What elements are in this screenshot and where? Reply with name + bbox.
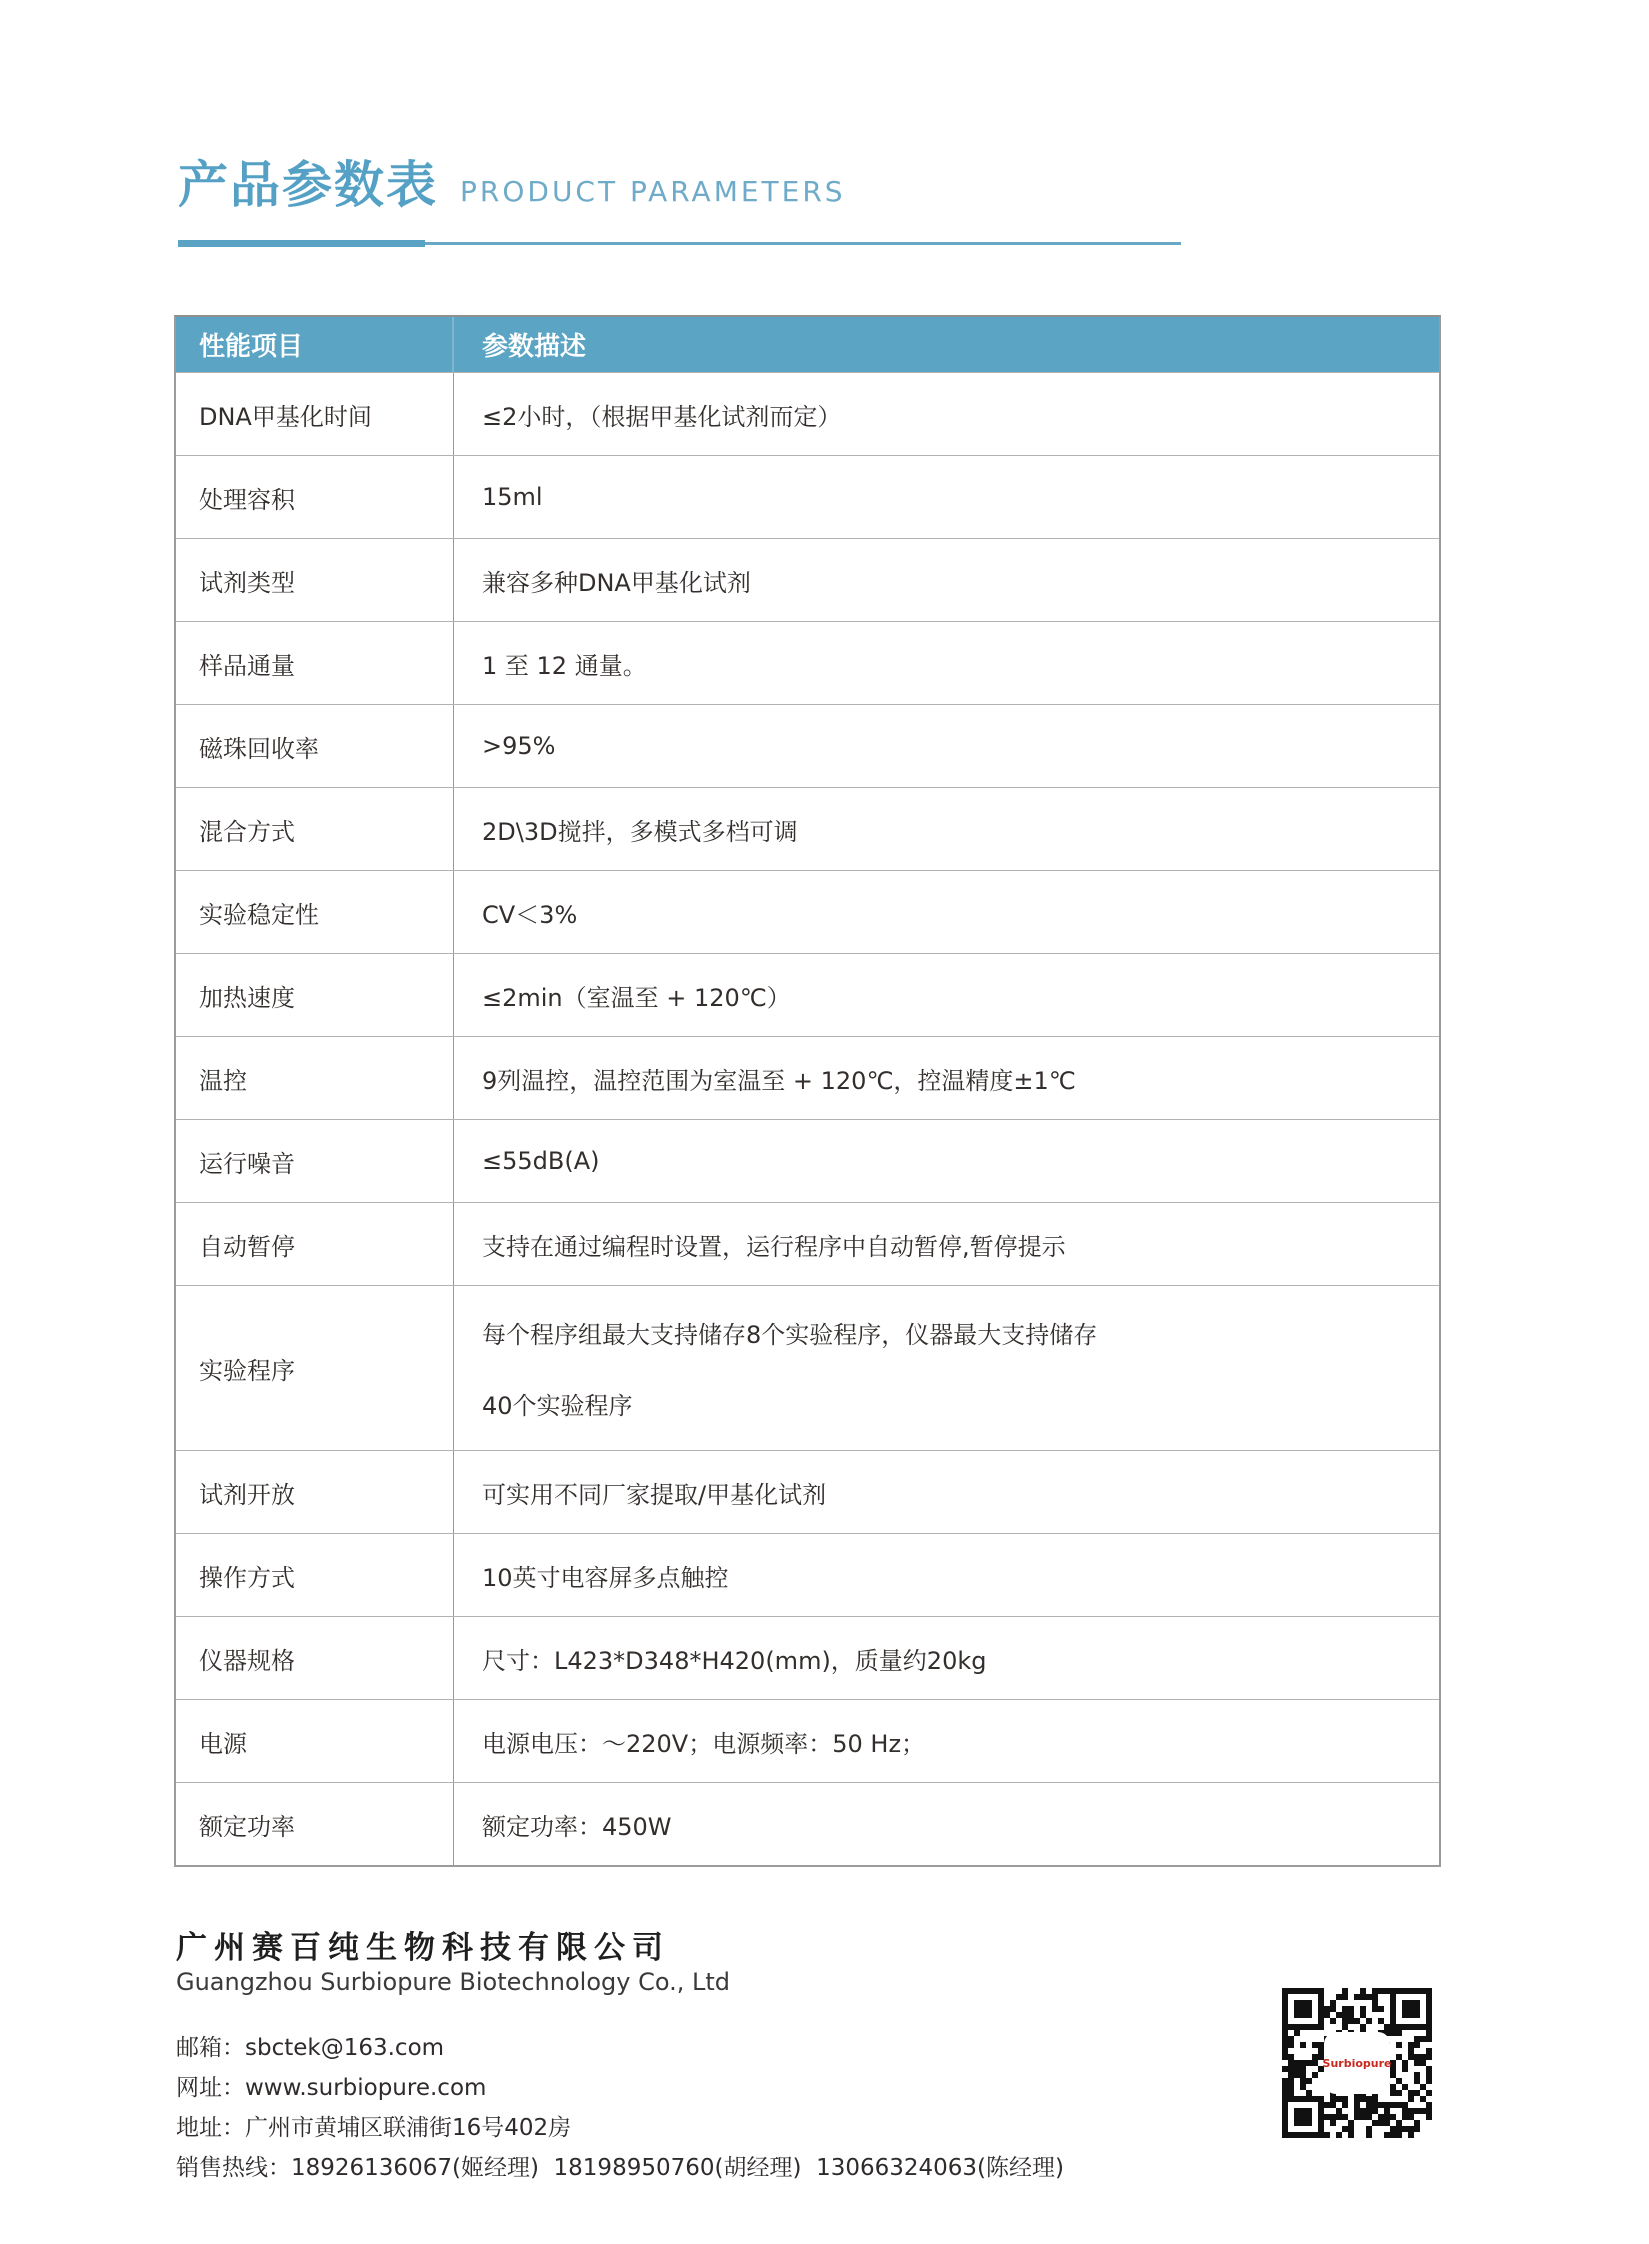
row-label: 额定功率 bbox=[176, 1783, 454, 1865]
row-value: CV＜3% bbox=[482, 900, 578, 929]
qr-code bbox=[1282, 1988, 1432, 2138]
header-cell-performance-item: 性能项目 bbox=[176, 317, 454, 372]
table-row bbox=[176, 621, 1439, 704]
row-value: 15ml bbox=[482, 483, 543, 511]
table-row bbox=[176, 538, 1439, 621]
row-label: 温控 bbox=[176, 1037, 454, 1119]
contact-line-address: 地址：广州市黄埔区联浦街16号402房 bbox=[176, 2115, 572, 2141]
row-value: 1 至 12 通量。 bbox=[482, 651, 647, 680]
row-value: 电源电压：～220V；电源频率：50 Hz； bbox=[482, 1729, 926, 1758]
qr-finder-top-left bbox=[1282, 1988, 1324, 2030]
row-label: 处理容积 bbox=[176, 456, 454, 538]
qr-center-logo-text: Surbiopure bbox=[1322, 2056, 1392, 2070]
company-name-english: Guangzhou Surbiopure Biotechnology Co., Ltd bbox=[176, 1968, 731, 1996]
page-title-english: PRODUCT PARAMETERS bbox=[460, 175, 846, 208]
row-label: 混合方式 bbox=[176, 788, 454, 870]
table-row bbox=[176, 1036, 1439, 1119]
row-label: 运行噪音 bbox=[176, 1120, 454, 1202]
row-label: 样品通量 bbox=[176, 622, 454, 704]
table-row bbox=[176, 704, 1439, 787]
row-label: 磁珠回收率 bbox=[176, 705, 454, 787]
table-header-row bbox=[176, 317, 1439, 372]
page-title-chinese: 产品参数表 bbox=[178, 156, 438, 214]
underline-thin-segment bbox=[425, 242, 1181, 245]
row-value: 2D\3D搅拌，多模式多档可调 bbox=[482, 817, 798, 846]
row-label: 仪器规格 bbox=[176, 1617, 454, 1699]
table-row bbox=[176, 953, 1439, 1036]
row-value: ≤2小时，（根据甲基化试剂而定） bbox=[482, 402, 842, 431]
table-row bbox=[176, 870, 1439, 953]
title-underline bbox=[178, 240, 1181, 247]
row-label: 试剂类型 bbox=[176, 539, 454, 621]
row-label: 实验稳定性 bbox=[176, 871, 454, 953]
parameters-table bbox=[174, 315, 1441, 1867]
table-row bbox=[176, 1533, 1439, 1616]
contact-line-website: 网址：www.surbiopure.com bbox=[176, 2075, 487, 2101]
row-value-line-2: 40个实验程序 bbox=[482, 1392, 633, 1420]
company-name-chinese: 广州赛百纯生物科技有限公司 bbox=[176, 1930, 670, 1966]
row-label: 自动暂停 bbox=[176, 1203, 454, 1285]
row-label: 操作方式 bbox=[176, 1534, 454, 1616]
row-label: 实验程序 bbox=[176, 1286, 454, 1450]
qr-finder-top-right bbox=[1390, 1988, 1432, 2030]
table-row bbox=[176, 787, 1439, 870]
row-label: 电源 bbox=[176, 1700, 454, 1782]
table-row bbox=[176, 455, 1439, 538]
row-value: 尺寸：L423*D348*H420(mm)，质量约20kg bbox=[482, 1646, 987, 1675]
page-title bbox=[178, 158, 846, 213]
table-row bbox=[176, 1782, 1439, 1865]
row-value: 支持在通过编程时设置，运行程序中自动暂停,暂停提示 bbox=[482, 1232, 1066, 1261]
row-label: DNA甲基化时间 bbox=[176, 373, 454, 455]
qr-center-logo bbox=[1322, 2035, 1392, 2091]
table-row bbox=[176, 1699, 1439, 1782]
table-row bbox=[176, 1285, 1439, 1450]
contact-line-sales-hotline: 销售热线：18926136067(姬经理) 18198950760(胡经理) 13066324063(陈经理) bbox=[176, 2155, 1064, 2181]
underline-thick-segment bbox=[178, 240, 425, 247]
row-label: 试剂开放 bbox=[176, 1451, 454, 1533]
row-value: 10英寸电容屏多点触控 bbox=[482, 1563, 729, 1592]
row-value bbox=[454, 1286, 1439, 1450]
table-row bbox=[176, 1450, 1439, 1533]
row-value-line-1: 每个程序组最大支持储存8个实验程序，仪器最大支持储存 bbox=[482, 1321, 1098, 1349]
row-value: 额定功率：450W bbox=[482, 1812, 672, 1841]
row-label: 加热速度 bbox=[176, 954, 454, 1036]
table-row bbox=[176, 372, 1439, 455]
row-value: ≤2min（室温至 + 120℃） bbox=[482, 983, 791, 1012]
table-row bbox=[176, 1119, 1439, 1202]
row-value: 可实用不同厂家提取/甲基化试剂 bbox=[482, 1480, 827, 1509]
row-value: 兼容多种DNA甲基化试剂 bbox=[482, 568, 751, 597]
qr-finder-bottom-left bbox=[1282, 2096, 1324, 2138]
header-cell-parameter-description: 参数描述 bbox=[482, 332, 587, 362]
table-row bbox=[176, 1616, 1439, 1699]
contact-info bbox=[176, 2028, 1064, 2188]
row-value: >95% bbox=[482, 732, 556, 760]
row-value: 9列温控，温控范围为室温至 + 120℃，控温精度±1℃ bbox=[482, 1066, 1076, 1095]
row-value: ≤55dB(A) bbox=[482, 1147, 600, 1175]
table-row bbox=[176, 1202, 1439, 1285]
contact-line-email: 邮箱：sbctek@163.com bbox=[176, 2035, 445, 2061]
